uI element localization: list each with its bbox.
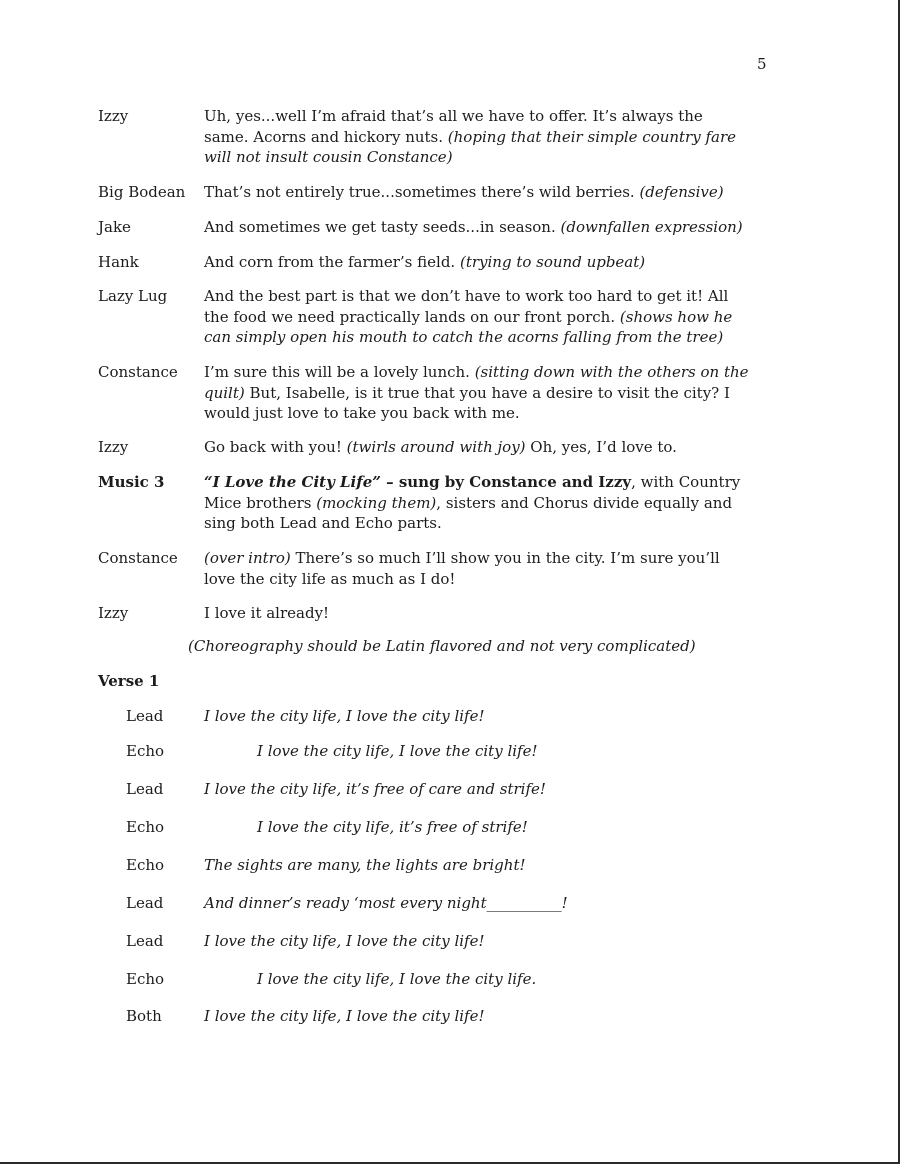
lyric-line: I love the city life, I love the city life! (204, 932, 485, 950)
spoken-line: , sisters and Chorus divide equally and sing both Lead and Echo parts. (204, 493, 733, 532)
stage-direction: (over intro) (204, 549, 291, 567)
speaker-name: Hank (98, 253, 139, 271)
spoken-line: There’s so much I’ll show you in the city. I’m sure you’ll love the city life as much as I do! (204, 549, 720, 588)
lyric-line: And dinner’s ready ‘most every night__________! (204, 894, 568, 912)
verse-heading: Verse 1 (98, 672, 160, 690)
stage-direction: (twirls around with joy) (346, 438, 526, 456)
lyric-role: Lead (126, 932, 164, 950)
spoken-line: “I Love the City Life” (204, 473, 381, 491)
stage-direction: (downfallen expression) (560, 218, 743, 236)
spoken-line: Go back with you! (204, 438, 347, 456)
lyric-line: I love the city life, it’s free of care and strife! (204, 780, 546, 798)
stage-direction: (hoping that their simple country fare will not insult cousin Constance) (204, 127, 736, 166)
spoken-line: And corn from the farmer’s field. (204, 253, 460, 271)
speaker-name: Music 3 (98, 473, 165, 491)
page-number: 5 (757, 55, 767, 73)
spoken-line: Oh, yes, I’d love to. (525, 438, 677, 456)
spoken-line: I’m sure this will be a lovely lunch. (204, 363, 475, 381)
lyric-role: Lead (126, 780, 164, 798)
dialogue-text (204, 362, 750, 424)
speaker-name: Constance (98, 549, 178, 567)
lyric-role: Both (126, 1007, 162, 1025)
dialogue-text (204, 182, 750, 203)
lyric-role: Lead (126, 894, 164, 912)
lyric-line: I love the city life, I love the city life! (257, 742, 538, 760)
dialogue-text (204, 437, 750, 458)
spoken-line: But, Isabelle, is it true that you have a desire to visit the city? I would just love to take you back with me. (204, 383, 730, 422)
lyric-role: Echo (126, 742, 165, 760)
dialogue-text (204, 106, 750, 168)
spoken-line: Uh, yes...well I’m afraid that’s all we have to offer. It’s always the same. Acorns and hickory nuts. (204, 107, 703, 146)
dialogue-text (204, 286, 750, 348)
stage-direction: (mocking them) (316, 493, 437, 512)
stage-direction-note: (Choreography should be Latin flavored and not very complicated) (188, 637, 696, 655)
speaker-name: Izzy (98, 604, 129, 622)
spoken-line: And the best part is that we don’t have to work too hard to get it! All the food we need practically lands on our front porch. (204, 287, 729, 326)
spoken-line: – sung by Constance and Izzy (380, 473, 632, 491)
lyric-role: Lead (126, 707, 164, 725)
dialogue-text (204, 548, 750, 589)
dialogue-text (204, 603, 750, 624)
lyric-line: I love the city life, I love the city life! (204, 1007, 485, 1025)
stage-direction: (shows how he can simply open his mouth to catch the acorns falling from the tree) (204, 307, 733, 346)
stage-direction: (trying to sound upbeat) (459, 253, 646, 271)
dialogue-text (204, 217, 750, 238)
stage-direction: (sitting down with the others on the quilt) (204, 363, 749, 402)
speaker-name: Big Bodean (98, 183, 186, 201)
lyric-line: I love the city life, I love the city life! (204, 707, 485, 725)
stage-direction: (defensive) (639, 183, 724, 201)
speaker-name: Izzy (98, 107, 129, 125)
spoken-line: , with Country Mice brothers (204, 473, 741, 512)
spoken-line: I love it already! (204, 604, 330, 622)
dialogue-text (204, 252, 750, 273)
lyric-role: Echo (126, 818, 165, 836)
lyric-line: The sights are many, the lights are bright! (204, 856, 526, 874)
speaker-name: Lazy Lug (98, 287, 168, 305)
speaker-name: Jake (98, 218, 131, 236)
speaker-name: Constance (98, 363, 178, 381)
lyric-role: Echo (126, 856, 165, 874)
lyric-role: Echo (126, 970, 165, 988)
spoken-line: That’s not entirely true...sometimes there’s wild berries. (204, 183, 640, 201)
lyric-line: I love the city life, it’s free of strife! (257, 818, 528, 836)
lyric-line: I love the city life, I love the city life. (257, 970, 537, 988)
speaker-name: Izzy (98, 438, 129, 456)
dialogue-text (204, 472, 750, 534)
spoken-line: And sometimes we get tasty seeds...in season. (204, 218, 561, 236)
